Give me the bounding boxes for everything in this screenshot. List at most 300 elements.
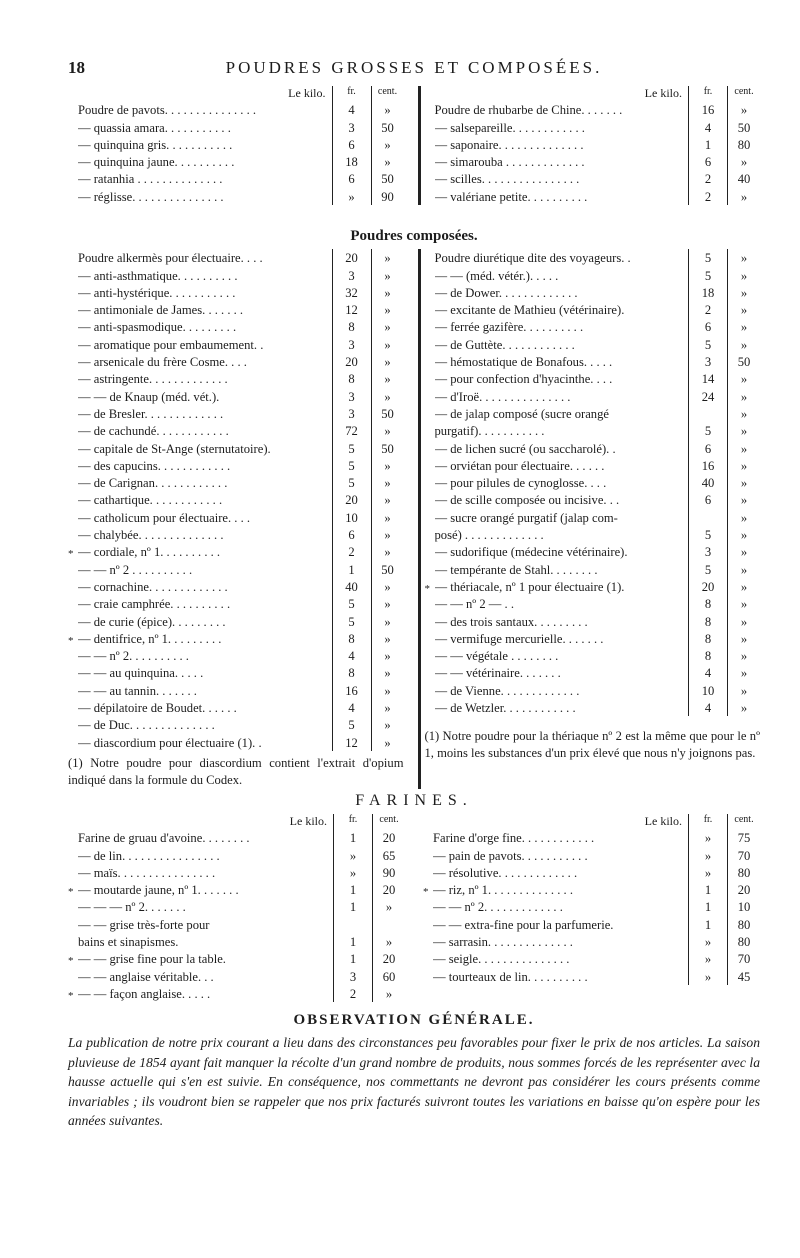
price-row bbox=[68, 153, 404, 170]
price-centimes: » bbox=[727, 335, 760, 352]
price-row bbox=[425, 249, 761, 266]
price-row bbox=[68, 249, 404, 266]
observation-title: OBSERVATION GÉNÉRALE. bbox=[293, 1012, 535, 1028]
price-centimes: 80 bbox=[727, 915, 760, 932]
price-row bbox=[68, 699, 404, 716]
price-row bbox=[425, 136, 761, 153]
price-francs: 5 bbox=[688, 526, 727, 543]
price-centimes: 50 bbox=[371, 560, 404, 577]
item-name: — de lin. . . . . . . . . . . . . . . . bbox=[78, 848, 220, 863]
price-centimes: 90 bbox=[372, 864, 405, 881]
price-row bbox=[423, 967, 760, 984]
item-name: — — façon anglaise. . . . . bbox=[78, 986, 211, 1001]
grosses-left-column bbox=[68, 86, 404, 205]
price-francs: 20 bbox=[332, 249, 371, 266]
price-francs: 1 bbox=[333, 881, 372, 898]
price-row bbox=[425, 405, 761, 422]
price-row bbox=[425, 187, 761, 204]
price-francs: 3 bbox=[332, 266, 371, 283]
price-centimes: 50 bbox=[727, 118, 760, 135]
unit-label: Le kilo. bbox=[288, 86, 326, 100]
price-row bbox=[68, 560, 404, 577]
item-name: — de Guttète. . . . . . . . . . . . bbox=[434, 337, 575, 352]
composees-right-column bbox=[418, 249, 761, 789]
composees-left-list bbox=[68, 249, 404, 751]
price-centimes: » bbox=[371, 474, 404, 491]
price-francs: 5 bbox=[332, 612, 371, 629]
price-centimes: » bbox=[371, 266, 404, 283]
price-centimes: » bbox=[371, 630, 404, 647]
price-centimes: » bbox=[727, 187, 760, 204]
price-centimes: 50 bbox=[371, 405, 404, 422]
price-francs: 20 bbox=[688, 578, 727, 595]
price-row bbox=[425, 284, 761, 301]
price-francs: 8 bbox=[332, 370, 371, 387]
price-row bbox=[68, 508, 404, 525]
price-francs bbox=[333, 915, 372, 932]
price-francs: 6 bbox=[332, 170, 371, 187]
cent-header: cent. bbox=[371, 86, 404, 101]
price-row bbox=[425, 422, 761, 439]
price-centimes: » bbox=[727, 422, 760, 439]
price-centimes: » bbox=[372, 898, 405, 915]
price-francs: 24 bbox=[688, 387, 727, 404]
price-row bbox=[68, 118, 404, 135]
item-name: — capitale de St-Ange (sternutatoire). bbox=[78, 441, 271, 456]
price-row bbox=[425, 301, 761, 318]
item-name: — de Bresler. . . . . . . . . . . . . bbox=[78, 406, 224, 421]
price-francs: 1 bbox=[333, 950, 372, 967]
page-number: 18 bbox=[68, 58, 85, 77]
price-row bbox=[425, 370, 761, 387]
price-centimes: 10 bbox=[727, 898, 760, 915]
price-francs: 18 bbox=[332, 153, 371, 170]
unit-label: Le kilo. bbox=[289, 814, 327, 828]
price-row bbox=[68, 405, 404, 422]
asterisk-mark: * bbox=[424, 582, 430, 595]
item-name: — scilles. . . . . . . . . . . . . . . . bbox=[434, 172, 580, 187]
price-row bbox=[423, 846, 760, 863]
item-name: — vermifuge mercurielle. . . . . . . bbox=[434, 631, 604, 646]
footnote: (1) Notre poudre pour la thériaque nº 2 est la même que pour le nº 1, moins les substances d'un prix élevé que nous n'y joignons pas. bbox=[424, 729, 760, 761]
price-francs: 4 bbox=[688, 664, 727, 681]
item-name: — — nº 2. . . . . . . . . . bbox=[78, 649, 189, 664]
price-francs: 3 bbox=[332, 387, 371, 404]
price-row bbox=[68, 647, 404, 664]
price-centimes: » bbox=[371, 422, 404, 439]
price-francs: 6 bbox=[688, 491, 727, 508]
price-centimes: 80 bbox=[727, 933, 760, 950]
price-francs: 8 bbox=[332, 664, 371, 681]
item-name: — — végétale . . . . . . . . bbox=[434, 649, 559, 664]
item-name: — — grise très-forte pour bbox=[78, 917, 210, 932]
price-centimes: » bbox=[371, 543, 404, 560]
item-name: — anti-spasmodique. . . . . . . . . bbox=[78, 320, 237, 335]
price-francs: 5 bbox=[688, 422, 727, 439]
price-francs: 4 bbox=[332, 101, 371, 118]
composees-left-column bbox=[68, 249, 404, 789]
price-row bbox=[425, 612, 761, 629]
price-centimes: » bbox=[727, 301, 760, 318]
item-name: — cordiale, nº 1. . . . . . . . . . bbox=[78, 545, 221, 560]
item-name: — sarrasin. . . . . . . . . . . . . . bbox=[433, 935, 573, 950]
farines-left-list bbox=[68, 829, 405, 1002]
price-centimes: » bbox=[727, 491, 760, 508]
price-centimes: » bbox=[727, 526, 760, 543]
item-name: — — grise fine pour la table. bbox=[78, 952, 226, 967]
price-centimes: » bbox=[727, 699, 760, 716]
item-name: — de jalap composé (sucre orangé bbox=[434, 406, 609, 421]
item-name: — de cachundé. . . . . . . . . . . . bbox=[78, 424, 229, 439]
price-francs: 20 bbox=[332, 353, 371, 370]
cent-header: cent. bbox=[727, 86, 760, 101]
price-row bbox=[423, 864, 760, 881]
footnote: (1) Notre poudre pour diascordium contient l'extrait d'opium indiqué dans la formule du Codex. bbox=[68, 755, 404, 787]
fr-header: fr. bbox=[688, 86, 727, 101]
price-centimes: » bbox=[371, 716, 404, 733]
price-centimes: » bbox=[727, 630, 760, 647]
item-name: — ratanhia . . . . . . . . . . . . . . bbox=[78, 172, 223, 187]
price-francs: 8 bbox=[332, 318, 371, 335]
item-name: — résolutive. . . . . . . . . . . . . bbox=[433, 865, 578, 880]
item-name: — pour confection d'hyacinthe. . . . bbox=[434, 372, 613, 387]
grosses-right-column bbox=[418, 86, 761, 205]
item-name: — moutarde jaune, nº 1. . . . . . . bbox=[78, 883, 239, 898]
price-centimes: » bbox=[371, 491, 404, 508]
item-name: — de Duc. . . . . . . . . . . . . . bbox=[78, 718, 215, 733]
item-name: — d'Iroë. . . . . . . . . . . . . . . bbox=[434, 389, 571, 404]
price-centimes: » bbox=[727, 266, 760, 283]
price-centimes: » bbox=[727, 543, 760, 560]
price-francs: 2 bbox=[688, 170, 727, 187]
item-name: — craie camphrée. . . . . . . . . . bbox=[78, 597, 231, 612]
item-name: — réglisse. . . . . . . . . . . . . . . bbox=[78, 189, 224, 204]
price-centimes: » bbox=[727, 612, 760, 629]
price-centimes: » bbox=[371, 153, 404, 170]
unit-label: Le kilo. bbox=[644, 814, 682, 828]
item-name: — sucre orangé purgatif (jalap com- bbox=[434, 510, 618, 525]
price-centimes: » bbox=[371, 284, 404, 301]
price-francs: 1 bbox=[333, 829, 372, 846]
observation-text: La publication de notre prix courant a lieu dans des circonstances peu favorables pour fixer le prix de nos articles. La saison pluvieuse de 1854 ayant fait manquer la récolte d'un grand nombre de produits, nous sommes forcés de les représenter avec la hausse actuelle qui s'en est suivie. En conséquence, nos commettants ne devront pas considérer les cours présents comme invariables ; ils voudront bien se rappeler que nos prix facturés suivront toutes les variations en baisse qu'on espère pour les années suivantes. bbox=[68, 1035, 760, 1128]
price-francs: 6 bbox=[688, 318, 727, 335]
price-row bbox=[68, 101, 404, 118]
item-name: — — — nº 2. . . . . . . bbox=[78, 900, 186, 915]
price-row bbox=[425, 335, 761, 352]
price-francs: 16 bbox=[688, 457, 727, 474]
price-row bbox=[425, 578, 761, 595]
price-francs: 3 bbox=[688, 353, 727, 370]
price-francs: 6 bbox=[688, 153, 727, 170]
price-francs: 3 bbox=[688, 543, 727, 560]
cent-header: cent. bbox=[727, 814, 760, 829]
price-francs: 4 bbox=[332, 699, 371, 716]
price-francs: 1 bbox=[688, 136, 727, 153]
poudres-grosses-section bbox=[68, 86, 760, 205]
item-name: — de Carignan. . . . . . . . . . . . bbox=[78, 476, 228, 491]
price-centimes: » bbox=[727, 595, 760, 612]
price-row bbox=[68, 474, 404, 491]
item-name: — ferrée gazifère. . . . . . . . . . bbox=[434, 320, 584, 335]
price-francs: 18 bbox=[688, 284, 727, 301]
price-centimes: » bbox=[371, 595, 404, 612]
price-centimes: » bbox=[727, 318, 760, 335]
price-row bbox=[425, 647, 761, 664]
price-centimes: 60 bbox=[372, 967, 405, 984]
price-centimes: 20 bbox=[372, 829, 405, 846]
price-centimes: 70 bbox=[727, 846, 760, 863]
price-row bbox=[423, 915, 760, 932]
price-francs: 1 bbox=[333, 933, 372, 950]
price-row bbox=[425, 508, 761, 525]
price-row bbox=[425, 318, 761, 335]
item-name: — — vétérinaire. . . . . . . bbox=[434, 666, 561, 681]
item-name: — des capucins. . . . . . . . . . . . bbox=[78, 458, 231, 473]
price-francs: 1 bbox=[688, 915, 727, 932]
price-row bbox=[68, 543, 404, 560]
observation-section bbox=[68, 1012, 760, 1131]
item-name: — dentifrice, nº 1. . . . . . . . . bbox=[78, 631, 222, 646]
price-row bbox=[425, 681, 761, 698]
item-name: — de scille composée ou incisive. . . bbox=[434, 493, 620, 508]
price-francs: 2 bbox=[333, 985, 372, 1002]
item-name: — orviétan pour électuaire. . . . . . bbox=[434, 458, 605, 473]
price-centimes: » bbox=[727, 457, 760, 474]
price-francs: 12 bbox=[332, 301, 371, 318]
price-row bbox=[68, 846, 405, 863]
price-centimes: » bbox=[371, 353, 404, 370]
price-row bbox=[68, 422, 404, 439]
price-row bbox=[68, 933, 405, 950]
price-francs: 8 bbox=[688, 630, 727, 647]
price-centimes: » bbox=[371, 578, 404, 595]
price-francs: » bbox=[332, 187, 371, 204]
fr-header: fr. bbox=[688, 814, 727, 829]
price-row bbox=[68, 370, 404, 387]
price-francs: 8 bbox=[688, 595, 727, 612]
price-row bbox=[425, 387, 761, 404]
price-row bbox=[425, 699, 761, 716]
item-name: — arsenicale du frère Cosme. . . . bbox=[78, 355, 247, 370]
price-row bbox=[425, 170, 761, 187]
price-francs: 14 bbox=[688, 370, 727, 387]
price-row bbox=[68, 170, 404, 187]
item-name: — — nº 2 . . . . . . . . . . bbox=[78, 562, 193, 577]
price-row bbox=[68, 664, 404, 681]
price-row bbox=[425, 595, 761, 612]
item-name: purgatif). . . . . . . . . . . bbox=[434, 424, 545, 439]
item-name: — catholicum pour électuaire. . . . bbox=[78, 510, 251, 525]
item-name: — cathartique. . . . . . . . . . . . bbox=[78, 493, 223, 508]
price-francs: 5 bbox=[332, 595, 371, 612]
asterisk-mark: * bbox=[68, 989, 74, 1002]
item-name: Poudre de pavots. . . . . . . . . . . . . . . bbox=[78, 103, 257, 118]
price-row bbox=[68, 578, 404, 595]
price-row bbox=[68, 353, 404, 370]
item-name: — tempérante de Stahl. . . . . . . . bbox=[434, 562, 598, 577]
price-centimes: » bbox=[371, 335, 404, 352]
price-centimes: » bbox=[727, 153, 760, 170]
price-row bbox=[68, 335, 404, 352]
price-francs: » bbox=[688, 829, 727, 846]
item-name: — salsepareille. . . . . . . . . . . . bbox=[434, 120, 585, 135]
column-header bbox=[68, 814, 405, 829]
price-centimes bbox=[372, 915, 405, 932]
price-centimes: » bbox=[371, 457, 404, 474]
composees-right-list bbox=[425, 249, 761, 716]
price-centimes: » bbox=[371, 249, 404, 266]
item-name: — de Vienne. . . . . . . . . . . . . bbox=[434, 683, 580, 698]
item-name: — seigle. . . . . . . . . . . . . . . bbox=[433, 952, 570, 967]
price-centimes: » bbox=[372, 985, 405, 1002]
item-name: — simarouba . . . . . . . . . . . . . bbox=[434, 155, 585, 170]
item-name: — diascordium pour électuaire (1). . bbox=[78, 735, 262, 750]
price-francs: 5 bbox=[688, 266, 727, 283]
farines-section bbox=[68, 792, 760, 1002]
price-francs: 5 bbox=[332, 439, 371, 456]
price-centimes: » bbox=[371, 387, 404, 404]
price-row bbox=[68, 301, 404, 318]
item-name: — — au quinquina. . . . . bbox=[78, 666, 204, 681]
running-title: POUDRES GROSSES ET COMPOSÉES. bbox=[225, 58, 603, 77]
price-row bbox=[425, 353, 761, 370]
item-name: — saponaire. . . . . . . . . . . . . . bbox=[434, 137, 584, 152]
item-name: — tourteaux de lin. . . . . . . . . . bbox=[433, 969, 588, 984]
price-centimes: » bbox=[727, 439, 760, 456]
farines-left-column bbox=[68, 814, 405, 1002]
asterisk-mark: * bbox=[68, 548, 74, 561]
price-francs bbox=[688, 405, 727, 422]
price-francs: » bbox=[688, 967, 727, 984]
price-centimes: » bbox=[727, 664, 760, 681]
price-centimes: 50 bbox=[371, 170, 404, 187]
price-francs: 1 bbox=[688, 881, 727, 898]
item-name: — riz, nº 1. . . . . . . . . . . . . . bbox=[433, 883, 573, 898]
price-francs: » bbox=[688, 950, 727, 967]
price-francs: » bbox=[688, 933, 727, 950]
price-centimes: 90 bbox=[371, 187, 404, 204]
price-centimes: » bbox=[727, 578, 760, 595]
asterisk-mark: * bbox=[68, 634, 74, 647]
item-name: — — anglaise véritable. . . bbox=[78, 969, 214, 984]
price-centimes: » bbox=[371, 526, 404, 543]
price-francs: 2 bbox=[688, 301, 727, 318]
price-row bbox=[68, 595, 404, 612]
price-centimes: » bbox=[371, 508, 404, 525]
item-name: bains et sinapismes. bbox=[78, 935, 179, 950]
price-centimes: » bbox=[727, 284, 760, 301]
price-row bbox=[68, 915, 405, 932]
price-francs: 40 bbox=[332, 578, 371, 595]
price-centimes: » bbox=[371, 301, 404, 318]
price-row bbox=[68, 491, 404, 508]
price-row bbox=[425, 474, 761, 491]
column-header bbox=[423, 814, 760, 829]
item-name: — de Dower. . . . . . . . . . . . . bbox=[434, 285, 578, 300]
price-row bbox=[68, 187, 404, 204]
price-centimes: » bbox=[371, 664, 404, 681]
price-francs: » bbox=[333, 864, 372, 881]
item-name: Farine de gruau d'avoine. . . . . . . . bbox=[78, 831, 250, 846]
price-francs: 20 bbox=[332, 491, 371, 508]
item-name: — chalybée. . . . . . . . . . . . . . bbox=[78, 528, 224, 543]
price-row bbox=[423, 898, 760, 915]
column-header bbox=[425, 86, 761, 101]
fr-header: fr. bbox=[333, 814, 372, 829]
item-name: — antimoniale de James. . . . . . . bbox=[78, 303, 244, 318]
price-row bbox=[68, 898, 405, 915]
price-row bbox=[423, 829, 760, 846]
price-centimes: » bbox=[371, 647, 404, 664]
price-francs: 2 bbox=[332, 543, 371, 560]
item-name: — des trois santaux. . . . . . . . . bbox=[434, 614, 588, 629]
section-heading: FARINES. bbox=[355, 792, 473, 809]
price-row bbox=[425, 526, 761, 543]
price-francs: 5 bbox=[332, 474, 371, 491]
item-name: — anti-hystérique. . . . . . . . . . . bbox=[78, 285, 236, 300]
item-name: posé) . . . . . . . . . . . . . bbox=[434, 528, 544, 543]
unit-label: Le kilo. bbox=[644, 86, 682, 100]
price-francs: 10 bbox=[332, 508, 371, 525]
price-centimes: » bbox=[727, 474, 760, 491]
price-row bbox=[68, 630, 404, 647]
price-centimes: 75 bbox=[727, 829, 760, 846]
price-row bbox=[423, 881, 760, 898]
price-francs: 1 bbox=[688, 898, 727, 915]
price-centimes: 20 bbox=[372, 950, 405, 967]
price-francs: 32 bbox=[332, 284, 371, 301]
price-row bbox=[425, 101, 761, 118]
price-centimes: » bbox=[727, 387, 760, 404]
item-name: — aromatique pour embaumement. . bbox=[78, 337, 264, 352]
item-name: — maïs. . . . . . . . . . . . . . . . bbox=[78, 865, 216, 880]
price-francs: 8 bbox=[688, 647, 727, 664]
price-centimes: 45 bbox=[727, 967, 760, 984]
item-name: Poudre diurétique dite des voyageurs. . bbox=[434, 251, 631, 266]
asterisk-mark: * bbox=[68, 955, 74, 968]
price-centimes: » bbox=[371, 370, 404, 387]
price-francs: 12 bbox=[332, 733, 371, 750]
price-centimes: » bbox=[727, 370, 760, 387]
price-francs bbox=[688, 508, 727, 525]
cent-header: cent. bbox=[372, 814, 405, 829]
price-centimes: » bbox=[371, 318, 404, 335]
price-centimes: 50 bbox=[371, 439, 404, 456]
price-centimes: 50 bbox=[727, 353, 760, 370]
price-centimes: » bbox=[727, 508, 760, 525]
price-francs: 72 bbox=[332, 422, 371, 439]
price-centimes: » bbox=[371, 101, 404, 118]
price-francs: 5 bbox=[332, 457, 371, 474]
price-row bbox=[423, 950, 760, 967]
price-row bbox=[68, 439, 404, 456]
grosses-left-list bbox=[68, 101, 404, 205]
item-name: — sudorifique (médecine vétérinaire). bbox=[434, 545, 628, 560]
price-francs: 5 bbox=[332, 716, 371, 733]
price-francs: 4 bbox=[332, 647, 371, 664]
price-francs: 4 bbox=[688, 118, 727, 135]
price-centimes: 80 bbox=[727, 864, 760, 881]
price-francs: 3 bbox=[333, 967, 372, 984]
section-heading: Poudres composées. bbox=[350, 228, 478, 244]
price-francs: 1 bbox=[333, 898, 372, 915]
column-header bbox=[68, 86, 404, 101]
item-name: — — nº 2 — . . bbox=[434, 597, 514, 612]
price-row bbox=[425, 630, 761, 647]
item-name: — anti-asthmatique. . . . . . . . . . bbox=[78, 268, 238, 283]
asterisk-mark: * bbox=[68, 886, 74, 899]
price-row bbox=[68, 266, 404, 283]
